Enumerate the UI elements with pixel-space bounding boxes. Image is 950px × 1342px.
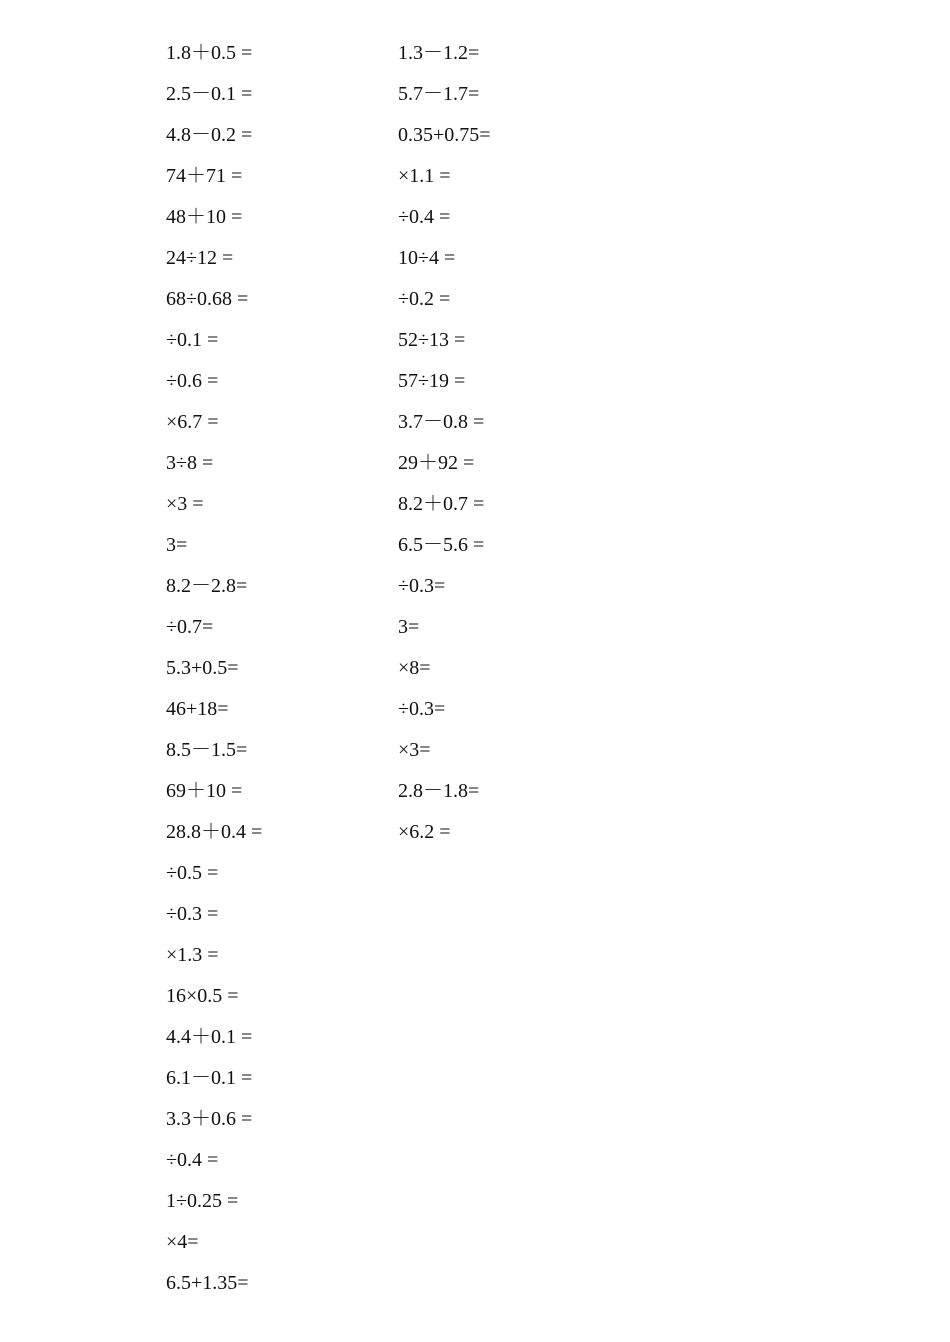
math-problem: ÷0.4 =: [166, 1149, 219, 1171]
math-problem: 5.7－1.7=: [398, 83, 480, 105]
math-problem: 24÷12 =: [166, 247, 234, 269]
math-problem: 1÷0.25 =: [166, 1190, 239, 1212]
math-problem: 28.8＋0.4 =: [166, 821, 263, 843]
math-problem: ×4=: [166, 1231, 199, 1253]
math-problem: ÷0.3=: [398, 698, 446, 720]
math-problem: ÷0.3=: [398, 575, 446, 597]
math-problem: ÷0.4 =: [398, 206, 451, 228]
math-problem: ×3=: [398, 739, 431, 761]
math-problem: ÷0.1 =: [166, 329, 219, 351]
math-problem: 52÷13 =: [398, 329, 466, 351]
math-problem: 1.8＋0.5 =: [166, 42, 253, 64]
math-problem: 0.35+0.75=: [398, 124, 491, 146]
math-problem: 8.2＋0.7 =: [398, 493, 485, 515]
math-problem: ÷0.7=: [166, 616, 214, 638]
math-problem: ×1.1 =: [398, 165, 451, 187]
math-problem: 3÷8 =: [166, 452, 214, 474]
math-problem: 2.8－1.8=: [398, 780, 480, 802]
math-problem: 68÷0.68 =: [166, 288, 249, 310]
right-problem-column: [398, 40, 491, 860]
math-problem: 4.4＋0.1 =: [166, 1026, 253, 1048]
math-problem: 48＋10 =: [166, 206, 243, 228]
math-problem: 74＋71 =: [166, 165, 243, 187]
math-problem: ×3 =: [166, 493, 204, 515]
math-problem: ×1.3 =: [166, 944, 219, 966]
math-problem: 5.3+0.5=: [166, 657, 239, 679]
math-problem: ×8=: [398, 657, 431, 679]
math-problem: 2.5－0.1 =: [166, 83, 253, 105]
math-problem: 10÷4 =: [398, 247, 456, 269]
math-problem: 3=: [398, 616, 420, 638]
math-problem: 6.5+1.35=: [166, 1272, 249, 1294]
math-problem: ÷0.5 =: [166, 862, 219, 884]
math-problem: 3.3＋0.6 =: [166, 1108, 253, 1130]
math-problem: 16×0.5 =: [166, 985, 239, 1007]
left-problem-column: [166, 40, 262, 1311]
math-problem: 3.7－0.8 =: [398, 411, 485, 433]
math-problem: ÷0.2 =: [398, 288, 451, 310]
math-problem: 3=: [166, 534, 188, 556]
math-problem: 69＋10 =: [166, 780, 243, 802]
math-problem: ÷0.6 =: [166, 370, 219, 392]
math-problem: ×6.7 =: [166, 411, 219, 433]
math-problem: 4.8－0.2 =: [166, 124, 253, 146]
math-problem: ÷0.3 =: [166, 903, 219, 925]
math-problem: ×6.2 =: [398, 821, 451, 843]
math-problem: 6.1－0.1 =: [166, 1067, 253, 1089]
math-problem: 8.2－2.8=: [166, 575, 248, 597]
math-problem: 6.5－5.6 =: [398, 534, 485, 556]
math-problem: 8.5－1.5=: [166, 739, 248, 761]
math-problem: 29＋92 =: [398, 452, 475, 474]
math-problem: 57÷19 =: [398, 370, 466, 392]
math-problem: 46+18=: [166, 698, 229, 720]
math-problem: 1.3－1.2=: [398, 42, 480, 64]
